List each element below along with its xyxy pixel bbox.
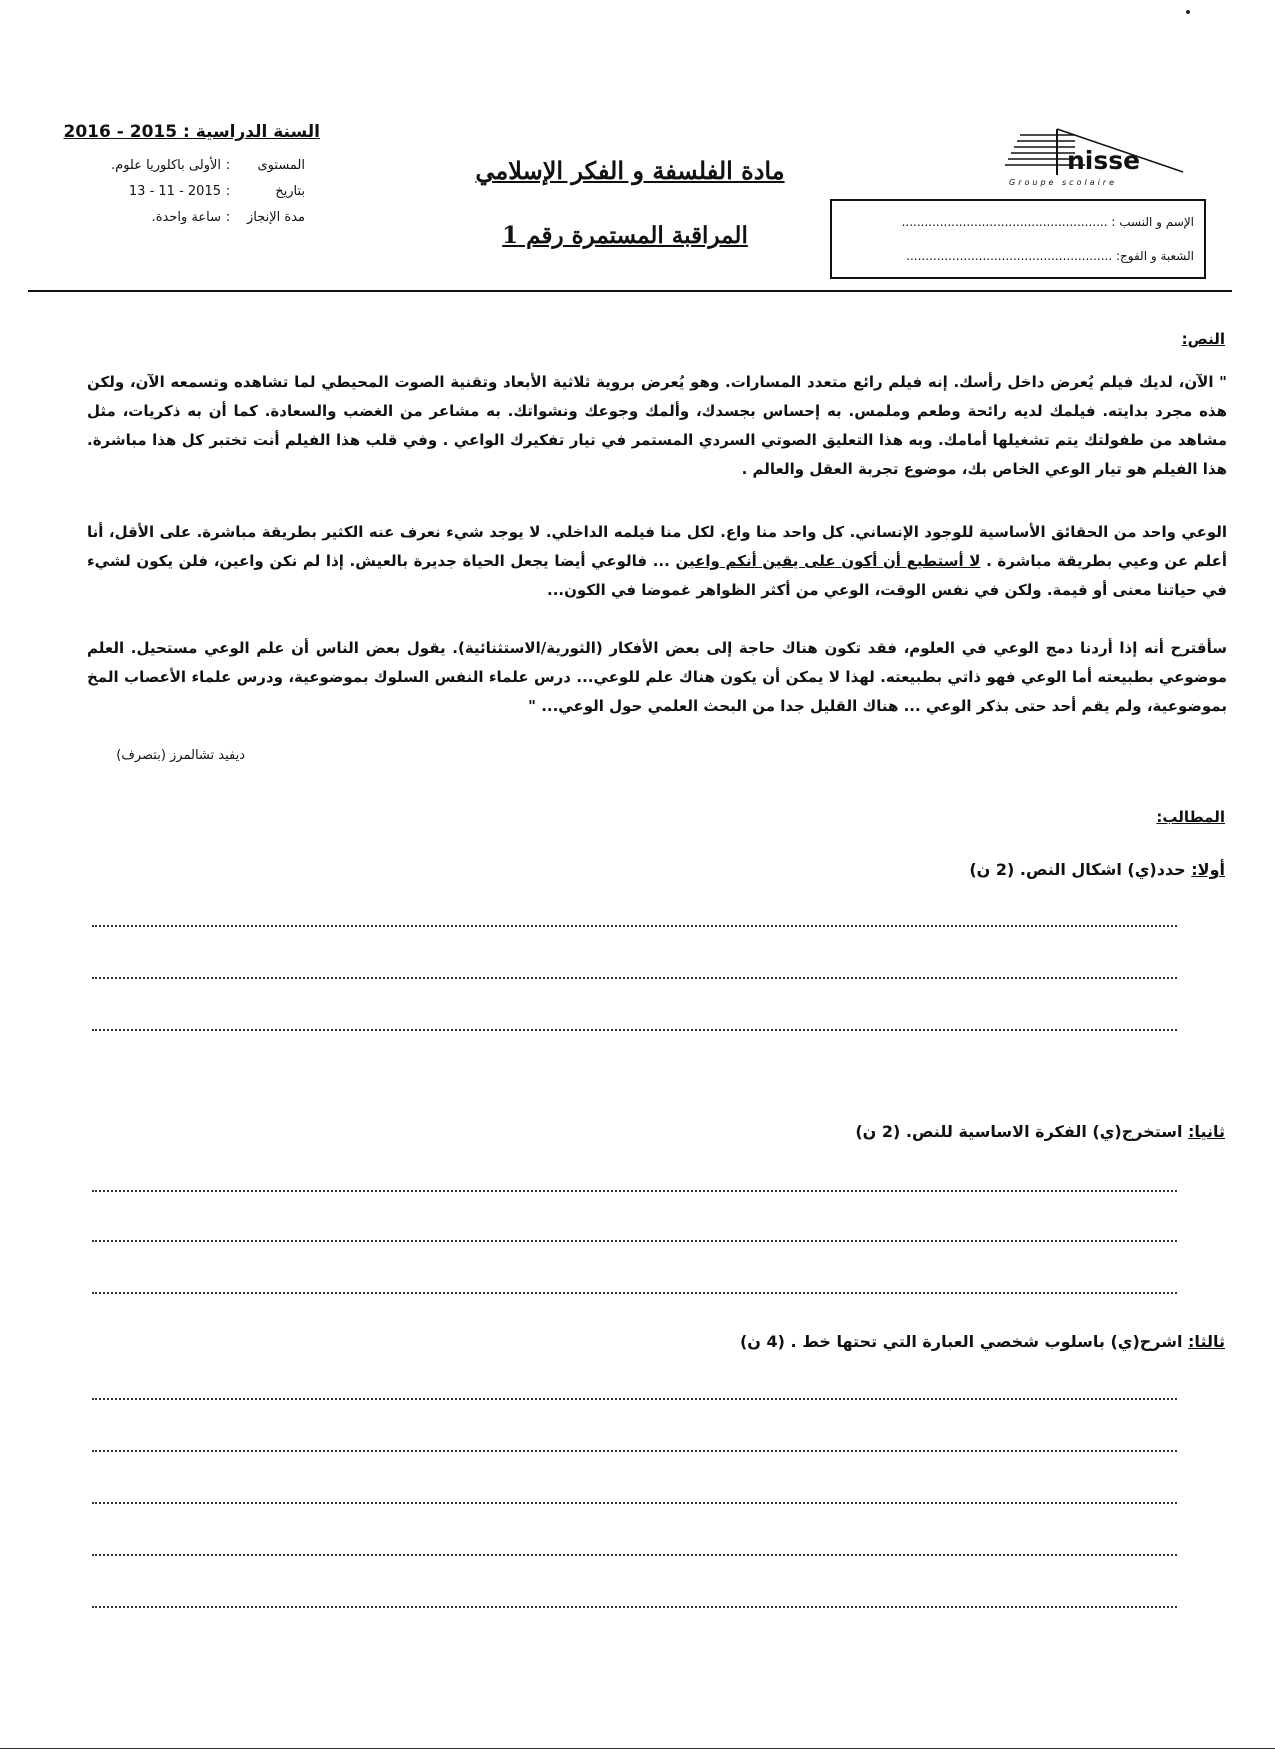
logo-subtext: Groupe scolaire: [1009, 178, 1118, 187]
answer-line[interactable]: [92, 1450, 1177, 1452]
page-bottom-edge: [0, 1748, 1275, 1749]
text-heading: النص:: [1181, 330, 1225, 348]
answer-line[interactable]: [92, 1502, 1177, 1504]
student-info-box: [830, 199, 1206, 279]
answer-line[interactable]: [92, 1554, 1177, 1556]
paragraph-1: " الآن، لديك فيلم يُعرض داخل رأسك. إنه فيلم رائع متعدد المسارات. وهو يُعرض بروية ثلاثية الأبعاد وتقنية الصوت المحيطي لما تشاهده وتسمعه الآن، ولكن هذه مجرد بدايته. فيلمك لديه رائحة وطعم وملمس. به إحساس بجسدك، وألمك وجوعك ونشواتك. به مشاعر من الغضب والسعادة. كما أن به ذكريات، مثل مشاهد من طفولتك يتم تشغيلها أمامك. وبه هذا التعليق الصوتي السردي المستمر في تيار تفكيرك الواعي . وفي قلب هذا الفيلم أنت تختبر كل هذا مباشرة. هذا الفيلم هو تيار الوعي الخاص بك، موضوع تجربة العقل والعالم .: [87, 373, 1227, 478]
scan-speck: [1186, 10, 1190, 14]
question-1: أولا: حدد(ي) اشكال النص. (2 ن): [969, 860, 1225, 879]
question-2: ثانيا: استخرج(ي) الفكرة الاساسية للنص. (2 ن): [855, 1122, 1225, 1141]
answer-line[interactable]: [92, 1606, 1177, 1608]
answer-line[interactable]: [92, 925, 1177, 927]
underlined-phrase: لا أستطيع أن أكون على يقين أنكم واعين: [675, 552, 981, 570]
subject-title: مادة الفلسفة و الفكر الإسلامي: [475, 156, 785, 185]
answer-line[interactable]: [92, 1029, 1177, 1031]
level-row: المستوى : الأولى باكلوريا علوم.: [111, 158, 305, 173]
answer-line[interactable]: [92, 1240, 1177, 1242]
date-row: بتاريخ : 13 - 11 - 2015: [128, 184, 305, 199]
paragraph-3: سأقترح أنه إذا أردنا دمج الوعي في العلوم، فقد تكون هناك حاجة إلى بعض الأفكار (الثورية/الاستثنائية). يقول بعض الناس أن علم الوعي مستحيل. العلم موضوعي بطبيعته أما الوعي فهو ذاتي بطبيعته. لهذا لا يمكن أن يكون هناك علم للوعي... درس علماء النفس السلوك بموضوعية، ودرس علماء الأعصاب المخ بموضوعية، ولم يقم أحد حتى بذكر الوعي ... هناك القليل جدا من البحث العلمي حول الوعي... ": [87, 639, 1227, 715]
header-divider: [28, 290, 1232, 292]
author: ديفيد تشالمرز (بتصرف): [116, 748, 245, 763]
answer-line[interactable]: [92, 1398, 1177, 1400]
branch-field[interactable]: الشعبة و الفوج: ......................................................: [906, 249, 1194, 263]
exam-title: المراقبة المستمرة رقم 1: [502, 222, 748, 249]
answer-line[interactable]: [92, 1190, 1177, 1192]
tasks-heading: المطالب:: [1156, 808, 1225, 826]
duration-row: مدة الإنجاز : ساعة واحدة.: [151, 210, 305, 225]
name-field[interactable]: الإسم و النسب : ......................................................: [901, 215, 1194, 229]
paragraph-2: الوعي واحد من الحقائق الأساسية للوجود الإنساني. كل واحد منا واع. لكل منا فيلمه الداخلي. لا يوجد شيء نعرف عنه الكثير بطريقة مباشرة. على الأقل، أنا أعلم عن وعيي بطريقة مباشرة . لا أستطيع أن أكون على يقين أنكم واعين ... فالوعي أيضا يجعل الحياة جديرة بالعيش. إذا لم نكن واعين، فلن يكون لشيء في حياتنا معنى أو قيمة. ولكن في نفس الوقت، الوعي من أكثر الظواهر غموضا في الكون...: [87, 523, 1227, 599]
school-year: السنة الدراسية : 2015 - 2016: [63, 122, 320, 142]
answer-line[interactable]: [92, 977, 1177, 979]
exam-info: [95, 158, 305, 236]
question-3: ثالثا: اشرح(ي) باسلوب شخصي العبارة التي تحتها خط . (4 ن): [739, 1332, 1225, 1351]
answer-line[interactable]: [92, 1292, 1177, 1294]
logo-text: nisse: [1067, 146, 1141, 175]
school-logo: [1005, 127, 1190, 197]
